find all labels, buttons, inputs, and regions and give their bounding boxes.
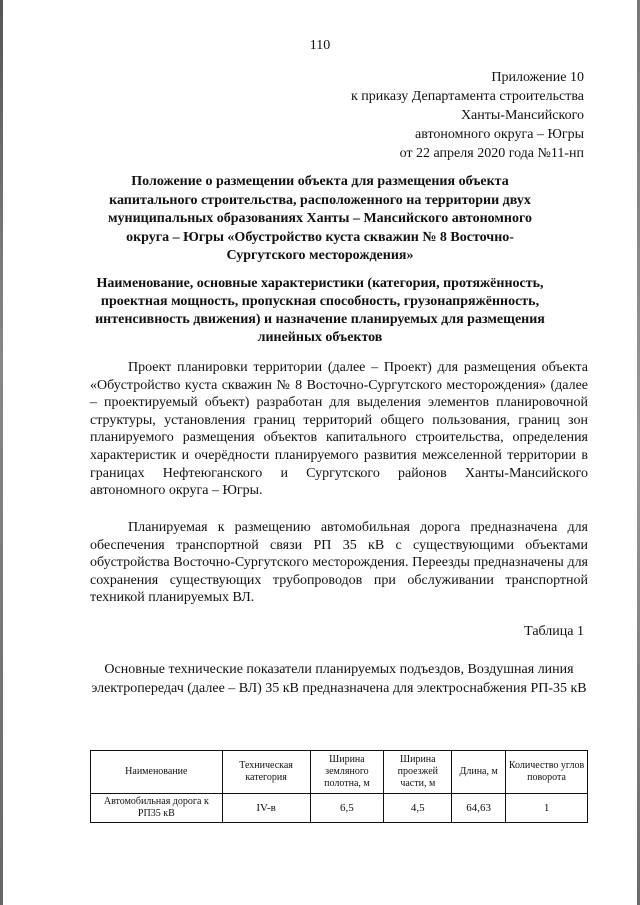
table-row xyxy=(91,794,588,823)
table-cell: 6,5 xyxy=(310,794,384,823)
table-cell: 4,5 xyxy=(384,794,452,823)
appendix-line: Ханты-Мансийского xyxy=(460,108,584,123)
document-title: Положение о размещении объекта для размещения объекта капитального строительства, расположенного на территории двух муниципальных образованиях Ханты – Мансийского автономного округа – Югры «Обустройство куста скважин № 8 Восточно-Сургутского месторождения» xyxy=(107,174,533,263)
paragraph-text: Проект планировки территории (далее – Проект) для размещения объекта «Обустройство куста скважин № 8 Восточно-Сургутского месторождения» (далее – проектируемый объект) разработан для выделения элементов планировочной структуры, установления границ территорий общего пользования, границ зон планируемого размещения объектов капитального строительства, определения характеристик и очерёдности планируемого развития межселенной территории в границах Нефтеюганского и Сургутского районов Ханты-Мансийского автономного округа – Югры. xyxy=(90,360,588,499)
appendix-line: от 22 апреля 2020 года №11-нп xyxy=(399,146,584,161)
header-cell-turn-count: Количество углов поворота xyxy=(506,751,588,794)
page-number: 110 xyxy=(309,38,331,53)
paragraph-text: Планируемая к размещению автомобильная дорога предназначена для обеспечения транспортной связи РП 35 кВ с существующими объектами обустройства Восточно-Сургутского месторождения. Переезды предназначены для сохранения существующих трубопроводов при обслуживании транспортной техникой планируемых ВЛ. xyxy=(90,520,588,606)
body-paragraph-2 xyxy=(90,519,588,607)
specs-table xyxy=(90,750,588,823)
section-heading: Наименование, основные характеристики (категория, протяжённость, проектная мощность, пропускная способность, грузонапряжённость, интенсивность движения) и назначение планируемых для размещения линейных объектов xyxy=(95,276,545,345)
header-cell-roadbed-width: Ширина земляного полотна, м xyxy=(310,751,384,794)
table-cell: IV-в xyxy=(222,794,310,823)
table-cell: 1 xyxy=(506,794,588,823)
appendix-block xyxy=(351,68,584,163)
body-paragraph-1 xyxy=(90,359,588,500)
table-header-row xyxy=(91,751,588,794)
appendix-line: к приказу Департамента строительства xyxy=(350,89,584,104)
header-cell-carriageway-width: Ширина проезжей части, м xyxy=(384,751,452,794)
header-cell-name: Наименование xyxy=(91,751,223,794)
header-cell-length: Длина, м xyxy=(452,751,506,794)
scan-edge-left xyxy=(0,0,3,905)
table-label: Таблица 1 xyxy=(524,624,584,639)
appendix-line: Приложение 10 xyxy=(491,70,584,85)
header-cell-category: Техническая категория xyxy=(222,751,310,794)
table-caption: Основные технические показатели планируемых подъездов, Воздушная линия электропередач (далее – ВЛ) 35 кВ предназначена для электроснабжения РП-35 кВ xyxy=(91,662,587,696)
table-cell: Автомобильная дорога к РП35 кВ xyxy=(91,794,223,823)
appendix-line: автономного округа – Югры xyxy=(415,127,584,142)
table-cell: 64,63 xyxy=(452,794,506,823)
